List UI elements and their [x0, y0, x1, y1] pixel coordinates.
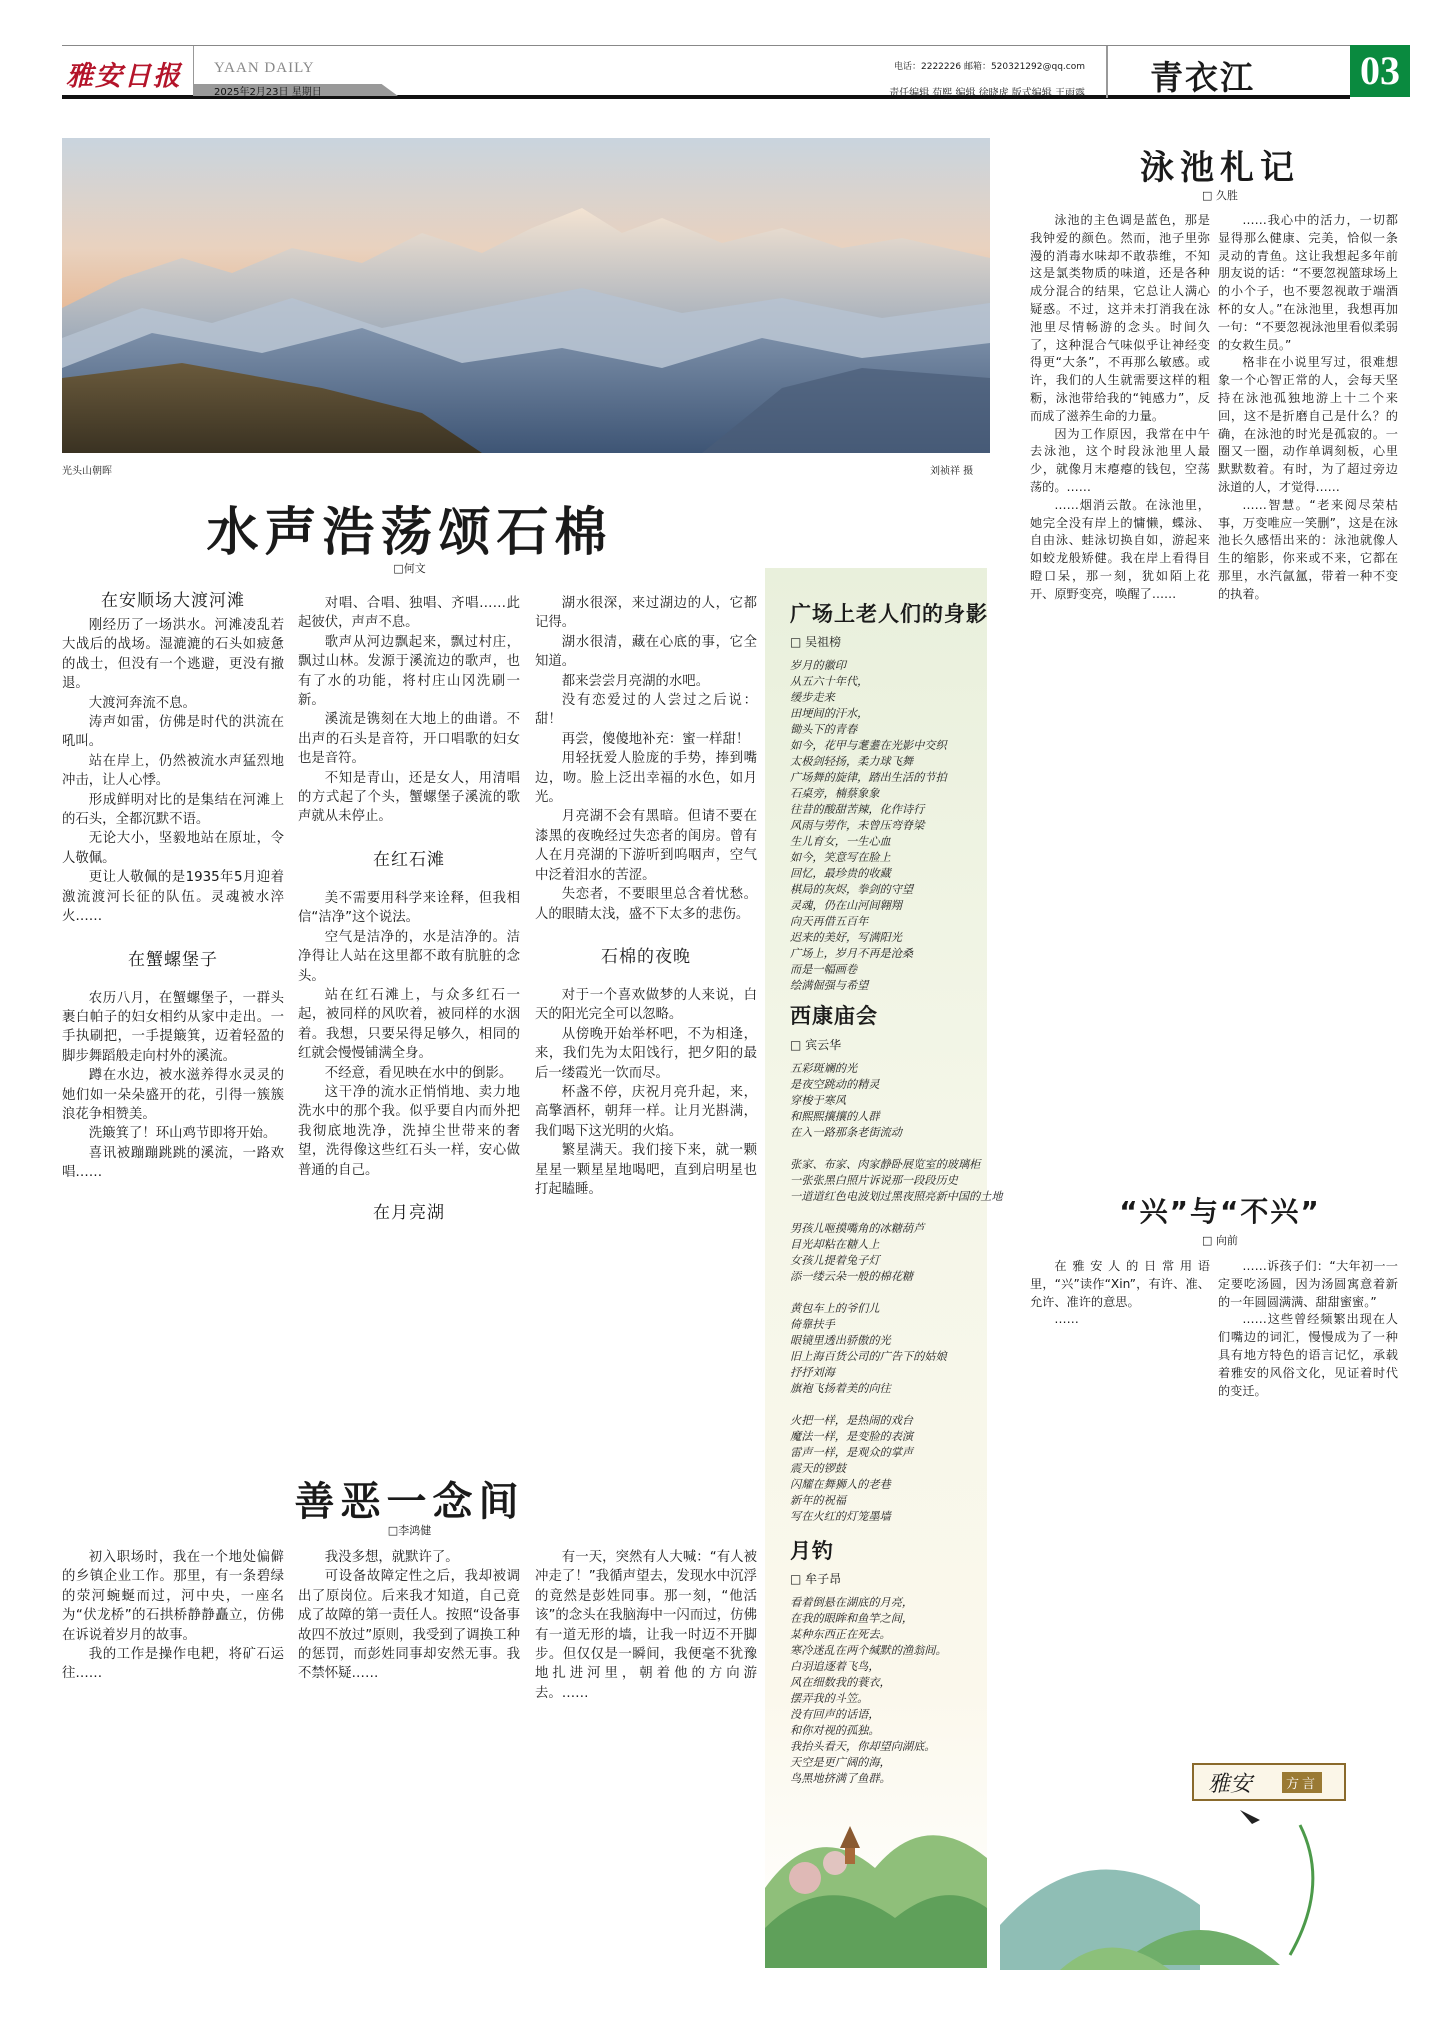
- page-number: 03: [1350, 45, 1410, 97]
- poem-line: 绘满倔强与希望: [790, 979, 869, 992]
- poem-line: 某种东西正在死去。: [790, 1628, 891, 1641]
- paragraph: 没有恋爱过的人尝过之后说：甜！: [535, 693, 757, 728]
- poem-line: 岁月的徽印: [790, 659, 846, 672]
- poem-body: [790, 658, 947, 994]
- poem-title: 广场上老人们的身影: [790, 602, 988, 626]
- poem-line: 和熙熙攘攘的人群: [790, 1110, 880, 1123]
- poem-line: 棋局的灰烬，拳剑的守望: [790, 883, 914, 896]
- poem-author: □ 牟子昂: [790, 1572, 842, 1586]
- paragraph: 在雅安人的日常用语里，“兴”读作“Xin”，有许、准、允许、准许的意思。: [1030, 1259, 1210, 1309]
- pool-article-column-1: [1030, 212, 1210, 604]
- paragraph: ……: [1054, 1312, 1079, 1327]
- paragraph: 因为工作原因，我常在中午去泳池，这个时段泳池里人最少，就像月末瘪瘪的钱包，空荡荡的。……: [1030, 426, 1210, 494]
- paragraph: 无论大小，坚毅地站在原址，令人敬佩。: [62, 831, 284, 866]
- main-article-column-2: [298, 594, 520, 1242]
- poem-line: 新年的祝福: [790, 1494, 846, 1507]
- good-evil-article-column-2: [298, 1548, 520, 1684]
- poem-line: 缓步走来: [790, 691, 835, 704]
- paragraph: 失恋者，不要眼里总含着忧愁。人的眼睛太浅，盛不下太多的悲伤。: [535, 887, 757, 922]
- poem-line: 天空是更广阔的海，: [790, 1756, 891, 1769]
- poem-line: 旧上海百货公司的广告下的姑娘: [790, 1350, 947, 1363]
- section-name: 青衣江: [1150, 58, 1255, 97]
- divider: [1106, 46, 1108, 98]
- poem-line: [790, 1397, 1003, 1413]
- paragraph: 都来尝尝月亮湖的水吧。: [561, 673, 710, 689]
- contact-info: 电话：2222226 邮箱：520321292@qq.com: [894, 62, 1085, 72]
- paragraph: 这干净的流水正悄悄地、卖力地洗水中的那个我。似乎要自内而外把我彻底地洗净，洗掉尘世带来的奢望，洗得像这些红石头一样，安心做普通的自己。: [298, 1084, 520, 1178]
- poem-line: [790, 1205, 1003, 1221]
- paragraph: 农历八月，在蟹螺堡子，一群头裹白帕子的妇女相约从家中走出。一手执刷把，一手提簸箕，迈着轻盈的脚步舞蹈般走向村外的溪流。: [62, 990, 284, 1064]
- paragraph: 空气是洁净的，水是洁净的。洁净得让人站在这里都不敢有肮脏的念头。: [298, 929, 520, 984]
- paragraph: 站在岸上，仍然被流水声猛烈地冲击，让人心悸。: [62, 753, 284, 789]
- paragraph: 用轻抚爱人脸庞的手势，捧到嘴边，吻。脸上泛出幸福的水色，如月光。: [535, 751, 757, 806]
- poem-line: 回忆，最珍贵的收藏: [790, 867, 891, 880]
- photo-credit: 刘祯祥 摄: [930, 466, 974, 477]
- poem-line: 太极剑轻扬，柔力球飞舞: [790, 755, 914, 768]
- good-evil-article-column-1: [62, 1548, 284, 1684]
- poem-line: 和你对视的孤独。: [790, 1724, 880, 1737]
- header-rule-top: [62, 45, 1350, 46]
- poem-line: [790, 1285, 1003, 1301]
- poem-title: 月钓: [790, 1539, 834, 1563]
- poem-line: 寒冷迷乱在两个缄默的渔翁间。: [790, 1644, 947, 1657]
- poem-line: 而是一幅画卷: [790, 963, 858, 976]
- pool-article-byline: □ 久胜: [1202, 189, 1238, 202]
- poem-line: 目光却粘在糖人上: [790, 1238, 880, 1251]
- ink-landscape-illustration: [1000, 1805, 1444, 1970]
- paragraph: 月亮湖不会有黑暗。但请不要在漆黑的夜晚经过失恋者的闺房。曾有人在月亮湖的下游听到呜咽声，空气中泛着泪水的苦涩。: [535, 809, 757, 883]
- poem-author: □ 宾云华: [790, 1038, 842, 1052]
- issue-date: 2025年2月23日 星期日: [214, 87, 322, 98]
- paragraph: 溪流是镌刻在大地上的曲谱。不出声的石头是音符，开口唱歌的妇女也是音符。: [298, 712, 520, 767]
- paragraph: ……这些曾经频繁出现在人们嘴边的词汇，慢慢成为了一种具有地方特色的语言记忆，承载着雅安的风俗文化，见证着时代的变迁。: [1218, 1312, 1398, 1398]
- poem-line: 生儿育女，一生心血: [790, 835, 891, 848]
- poem-line: 往昔的酸甜苦辣，化作诗行: [790, 803, 925, 816]
- paragraph: 我的工作是操作电耙，将矿石运往……: [62, 1647, 284, 1682]
- paragraph: 美不需要用科学来诠释，但我相信“洁净”这个说法。: [298, 890, 520, 926]
- poem-line: 白羽追逐着飞鸟，: [790, 1660, 880, 1673]
- section-heading: 在蟹螺堡子: [128, 949, 218, 970]
- paragraph: 泳池的主色调是蓝色，那是我钟爱的颜色。然而，池子里弥漫的消毒水味却不敢恭维，不知这是氯类物质的味道，还是各种成分混合的结果，它总让人满心疑惑。不过，这并未打消我在泳池里尽情畅游的念头。时间久了，这种混合气味似乎让神经变得更“大条”，不再那么敏感。或许，我们的人生就需要这样的粗粝，泳池带给我的“钝感力”，反而成了滋养生命的力量。: [1030, 213, 1210, 423]
- paragraph: 从傍晚开始举杯吧，不为相逢，来，我们先为太阳饯行，把夕阳的最后一缕霞光一饮而尽。: [535, 1026, 757, 1081]
- poem-line: 一道道红色电波划过黑夜照亮新中国的土地: [790, 1190, 1003, 1203]
- pool-article-column-2: [1218, 212, 1398, 604]
- poem-line: 黄包车上的爷们儿: [790, 1302, 880, 1315]
- poem-line: 风雨与劳作，未曾压弯脊梁: [790, 819, 925, 832]
- paragraph: 洗簸箕了！环山鸡节即将开始。: [88, 1126, 277, 1142]
- pool-article-title: 泳池札记: [1140, 148, 1300, 188]
- poem-line: 添一缕云朵一般的棉花糖: [790, 1270, 914, 1283]
- photo-caption: 光头山朝晖: [62, 466, 112, 477]
- main-article-column-3: [535, 594, 757, 1199]
- paragraph: ……我心中的活力，一切都显得那么健康、完美，恰似一条灵动的青鱼。这让我想起多年前朋友说的话：“不要忽视篮球场上的小个子，也不要忽视敢于端酒杯的女人。”在泳池里，我想再加一句：“不要忽视泳池里看似柔弱的女救生员。”: [1218, 213, 1398, 352]
- poem-line: 眼镜里透出骄傲的光: [790, 1334, 891, 1347]
- poem-body: [790, 1061, 1003, 1525]
- poem-line: 五彩斑斓的光: [790, 1062, 858, 1075]
- poem-line: 穿梭于寒风: [790, 1094, 846, 1107]
- paragraph: 涛声如雷，仿佛是时代的洪流在吼叫。: [62, 715, 284, 750]
- poem-line: 风在细数我的蓑衣，: [790, 1676, 891, 1689]
- paragraph: 可设备故障定性之后，我却被调出了原岗位。后来我才知道，自己竟成了故障的第一责任人。按照“设备事故四不放过”原则，我受到了调换工种的惩罚，而彭姓同事却安然无事。我不禁怀疑……: [298, 1569, 520, 1682]
- poem-line: 男孩儿咂摸嘴角的冰糖葫芦: [790, 1222, 925, 1235]
- poem-body: [790, 1595, 947, 1787]
- poem-line: 如今，笑意写在脸上: [790, 851, 891, 864]
- editor-credits: 责任编辑 苟熙 编辑 徐晓虎 版式编辑 王雨露: [889, 88, 1085, 99]
- english-name: YAAN DAILY: [214, 60, 315, 76]
- main-article-byline: □何文: [393, 562, 426, 575]
- paragraph: ……烟消云散。在泳池里，她完全没有岸上的慵懒，蝶泳、自由泳、蛙泳切换自如，游起来如蛟龙般矫健。我在岸上看得目瞪口呆，那一刻，犹如陌上花开、原野变亮，唤醒了……: [1030, 497, 1210, 601]
- xing-article-title: “兴”与“不兴”: [1119, 1195, 1321, 1228]
- xing-article-byline: □ 向前: [1202, 1234, 1238, 1247]
- paragraph: 不知是青山，还是女人，用清唱的方式起了个头，蟹螺堡子溪流的歌声就从未停止。: [298, 770, 520, 825]
- column-logo: [1192, 1763, 1346, 1801]
- poem-line: 看着倒悬在湖底的月亮，: [790, 1596, 914, 1609]
- poem-line: 从五六十年代，: [790, 675, 869, 688]
- section-heading: 在月亮湖: [373, 1202, 445, 1223]
- poem-line: 摆弄我的斗笠。: [790, 1692, 869, 1705]
- paragraph: 再尝，傻傻地补充：蜜一样甜！: [561, 731, 750, 747]
- paragraph: 湖水很深，来过湖边的人，它都记得。: [535, 596, 757, 631]
- paragraph: 对于一个喜欢做梦的人来说，白天的阳光完全可以忽略。: [535, 987, 757, 1023]
- poem-line: 旗袍飞扬着美的向往: [790, 1382, 891, 1395]
- paragraph: 有一天，突然有人大喊：“有人被冲走了！”我循声望去，发现水中沉浮的竟然是彭姓同事。那一刻，“他活该”的念头在我脑海中一闪而过，仿佛有一道无形的墙，让我一时迈不开脚步。但仅仅是一瞬间，我便毫不犹豫地扎进河里，朝着他的方向游去。……: [535, 1550, 757, 1701]
- poem-title: 西康庙会: [790, 1004, 878, 1028]
- mountain-sunrise-image: [62, 138, 990, 453]
- section-heading: 在安顺场大渡河滩: [101, 591, 245, 611]
- main-article-title: 水声浩荡颂石棉: [206, 503, 613, 563]
- newspaper-logo: 雅安日报: [66, 61, 182, 92]
- poem-line: 抒抒刘海: [790, 1366, 835, 1379]
- poem-line: 石桌旁，楠蔡象象: [790, 787, 880, 800]
- good-evil-article-column-3: [535, 1548, 757, 1703]
- poem-line: 倚靠扶手: [790, 1318, 835, 1331]
- paragraph: 喜讯被蹦蹦跳跳的溪流，一路欢唱……: [62, 1145, 284, 1181]
- main-article-column-1: [62, 586, 284, 1183]
- paragraph: 湖水很清，藏在心底的事，它全知道。: [535, 634, 757, 670]
- poem-line: 火把一样，是热闹的戏台: [790, 1414, 914, 1427]
- poem-line: 田埂间的汗水，: [790, 707, 869, 720]
- paragraph: ……智慧。“老来阅尽荣枯事，万变唯应一笑删”，这是在泳池长久感悟出来的：泳池就像人生的缩影，你来或不来，它都在那里，水汽氤氲，带着一种不变的执着。: [1218, 497, 1398, 601]
- poem-line: 向天再借五百年: [790, 915, 869, 928]
- poem-line: 鸟黑地挤满了鱼群。: [790, 1772, 891, 1785]
- section-heading: 在红石滩: [373, 849, 445, 870]
- poem-author: □ 吴祖榜: [790, 635, 842, 649]
- poem-line: 张家、布家、肉家静卧展览室的玻璃柜: [790, 1158, 981, 1171]
- paragraph: 我没多想，就默许了。: [324, 1550, 459, 1565]
- paragraph: 更让人敬佩的是1935年5月迎着激流渡河长征的队伍。灵魂被水淬火……: [62, 870, 284, 925]
- poem-line: [790, 1141, 1003, 1157]
- poem-line: 迟来的美好，写满阳光: [790, 931, 902, 944]
- paragraph: 杯盏不停，庆祝月亮升起，来，高擎酒杯，朝拜一样。让月光斟满，我们喝下这光明的火焰。: [535, 1084, 757, 1139]
- good-evil-article-title: 善恶一念间: [294, 1479, 525, 1525]
- paragraph: 繁星满天。我们接下来，就一颗星星一颗星星地喝吧，直到启明星也打起瞌睡。: [535, 1143, 757, 1197]
- poem-line: 魔法一样，是变脸的表演: [790, 1430, 914, 1443]
- poem-line: 写在火红的灯笼墨墙: [790, 1510, 891, 1523]
- poem-line: 一张张黑白照片诉说那一段段历史: [790, 1174, 958, 1187]
- good-evil-article-byline: □李鸿健: [387, 1524, 432, 1537]
- paragraph: 歌声从河边飘起来，飘过村庄，飘过山林。发源于溪流边的歌声，也有了水的功能，将村庄山冈洗刷一新。: [298, 634, 520, 709]
- paragraph: ……诉孩子们：“大年初一一定要吃汤圆，因为汤圆寓意着新的一年圆圆满满、甜甜蜜蜜。”: [1218, 1259, 1398, 1309]
- column-logo-text: 雅安: [1208, 1772, 1253, 1797]
- poem-line: 闪耀在舞狮人的老巷: [790, 1478, 891, 1491]
- mountain-photo: [62, 138, 990, 453]
- paragraph: 初入职场时，我在一个地处偏僻的乡镇企业工作。那里，有一条碧绿的荥河蜿蜒而过，河中央，一座名为“伏龙桥”的石拱桥静静矗立，仿佛在诉说着岁月的故事。: [62, 1550, 284, 1643]
- poem-line: 广场上，岁月不再是沧桑: [790, 947, 914, 960]
- poem-line: 广场舞的旋律，踏出生活的节拍: [790, 771, 947, 784]
- poem-line: 在我的眼眸和鱼竿之间，: [790, 1612, 914, 1625]
- poem-line: 没有回声的话语，: [790, 1708, 880, 1721]
- poem-line: 震天的锣鼓: [790, 1462, 846, 1475]
- poem-line: 我抬头看天，你却望向湖底。: [790, 1740, 936, 1753]
- paragraph: 不经意，看见映在水中的倒影。: [324, 1065, 513, 1081]
- paragraph: 形成鲜明对比的是集结在河滩上的石头，全都沉默不语。: [62, 792, 284, 828]
- paragraph: 站在红石滩上，与众多红石一起，被同样的风吹着，被同样的水洇着。我想，只要呆得足够久，相同的红就会慢慢铺满全身。: [298, 987, 520, 1062]
- poem-line: 女孩儿提着兔子灯: [790, 1254, 880, 1267]
- poem-line: 锄头下的青春: [790, 723, 858, 736]
- paragraph: 刚经历了一场洪水。河滩凌乱若大战后的战场。湿漉漉的石头如疲惫的战士，但没有一个逃避，更没有撤退。: [62, 618, 284, 692]
- poem-line: 在入一路那条老街流动: [790, 1126, 902, 1139]
- paragraph: 大渡河奔流不息。: [88, 695, 196, 711]
- section-heading: 石棉的夜晚: [601, 946, 691, 967]
- column-logo-tag: 方言: [1282, 1772, 1322, 1793]
- xing-article-column-1: [1030, 1258, 1210, 1329]
- xing-article-column-2: [1218, 1258, 1398, 1400]
- poem-line: 雷声一样，是观众的掌声: [790, 1446, 914, 1459]
- poem-line: 灵魂，仍在山河间翱翔: [790, 899, 902, 912]
- paragraph: 蹲在水边，被水滋养得水灵灵的她们如一朵朵盛开的花，引得一簇簇浪花争相赞美。: [62, 1068, 284, 1122]
- paragraph: 对唱、合唱、独唱、齐唱……此起彼伏，声声不息。: [298, 596, 520, 631]
- poem-line: 是夜空跳动的精灵: [790, 1078, 880, 1091]
- poem-line: 如今，花甲与耄耋在光影中交织: [790, 739, 947, 752]
- paragraph: 格非在小说里写过，很难想象一个心智正常的人，会每天坚持在泳池孤独地游上十二个来回，这不是折磨自己是什么？的确，在泳池的时光是孤寂的。一圈又一圈，动作单调刻板，心里默默数着。有时，为了超过旁边泳道的人，才觉得……: [1218, 355, 1398, 494]
